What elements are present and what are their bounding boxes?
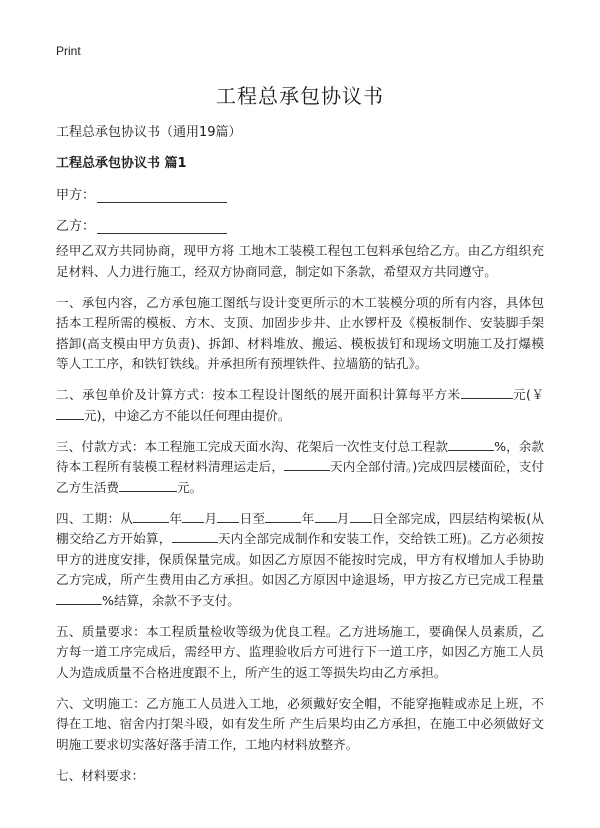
end-month-blank bbox=[315, 510, 337, 523]
clause-7-paragraph: 七、材料要求： bbox=[56, 767, 145, 783]
start-year-label: 年 bbox=[169, 510, 183, 526]
document-body bbox=[56, 241, 544, 797]
payment-days-blank bbox=[284, 458, 330, 471]
document-title: 工程总承包协议书 bbox=[216, 84, 384, 108]
end-year-blank bbox=[265, 510, 301, 523]
print-label[interactable]: Print bbox=[56, 44, 81, 58]
clause-3-text-2: %，余款待本工程所有装模工程材料清理运走后， bbox=[56, 438, 545, 474]
clause-4-text-1: 四、工期：从 bbox=[56, 510, 134, 526]
unit-price-amount-blank bbox=[56, 407, 84, 420]
clause-3-paragraph bbox=[56, 437, 544, 499]
clause-4-paragraph bbox=[56, 509, 544, 612]
clause-2-paragraph bbox=[56, 385, 544, 426]
end-day-blank bbox=[350, 510, 372, 523]
start-month-label: 月 bbox=[204, 510, 218, 526]
clause-4-text-4: %结算，余款不予支付。 bbox=[102, 592, 240, 608]
clause-4-text-3: 天内全部完成制作和安装工作，交给铁工班)。乙方必须按甲方的进度安排，保质保量完成。如因乙方原因不能按时完成，甲方有权增加人手协助乙方完成，所产生费用由乙方承担。如因乙方原因中途退场，甲方按乙方已完成工程量 bbox=[56, 531, 545, 587]
intro-paragraph: 经甲乙双方共同协商，现甲方将 工地木工装模工程包工包料承包给乙方。由乙方组织充足材料、人力进行施工，经双方协商同意，制定如下条款，希望双方共同遵守。 bbox=[56, 243, 544, 279]
clause-4-text-2: 日全部完成，四层结构梁板(从棚交给乙方开始算， bbox=[56, 510, 544, 546]
party-a-blank bbox=[97, 188, 227, 203]
payment-percent-blank bbox=[448, 438, 494, 451]
clause-6-paragraph: 六、文明施工：乙方施工人员进入工地，必须戴好安全帽，不能穿拖鞋或赤足上班，不得在工地、宿舍内打架斗殴，如有发生所 产生后果均由乙方承担，在施工中必须做好文明施工要求切实落好落手清工作，工地内材料放整齐。 bbox=[56, 695, 544, 752]
party-b-label: 乙方： bbox=[56, 219, 96, 234]
unit-price-blank bbox=[461, 386, 513, 399]
document-subtitle: 工程总承包协议书（通用19篇） bbox=[56, 125, 242, 140]
start-day-blank bbox=[217, 510, 239, 523]
clause-3-text-4: 元。 bbox=[176, 479, 203, 495]
party-a-row bbox=[56, 184, 227, 203]
clause-2-text-2: 元(￥ bbox=[512, 387, 544, 402]
party-a-label: 甲方： bbox=[56, 188, 96, 203]
end-year-label: 年 bbox=[301, 510, 315, 526]
clause-1-paragraph: 一、承包内容，乙方承包施工图纸与设计变更所示的木工装模分项的所有内容，具体包括本工程所需的模板、方木、支顶、加固步步井、止水锣杆及《模板制作、安装脚手架搭卸(高支模由甲方负责)、拆卸、材料堆放、搬运、模板拔钉和现场文明施工及打爆模等人工工序，和铁钉铁线。并承担所有预埋铁件、拉墙筋的钻孔》。 bbox=[56, 294, 544, 371]
slab-days-blank bbox=[172, 530, 218, 543]
party-b-blank bbox=[97, 219, 227, 234]
start-day-label: 日至 bbox=[239, 510, 266, 526]
clause-5-paragraph: 五、质量要求：本工程质量检收等级为优良工程。乙方进场施工，要确保人员素质，乙方每一道工序完成后，需经甲方、监理验收后方可进行下一道工序，如因乙方施工人员人为造成质量不合格进度跟不上，所产生的返工等损失均由乙方承担。 bbox=[56, 623, 544, 680]
section-heading: 工程总承包协议书 篇1 bbox=[56, 156, 187, 171]
start-year-blank bbox=[133, 510, 169, 523]
clause-3-text-1: 三、付款方式：本工程施工完成天面水沟、花架后一次性支付总工程款 bbox=[56, 438, 449, 454]
living-expense-blank bbox=[119, 479, 177, 492]
end-month-label: 月 bbox=[336, 510, 350, 526]
clause-3-text-3: 天内全部付清。)完成四层楼面砼，支付乙方生活费 bbox=[56, 459, 544, 495]
clause-2-text-1: 二、承包单价及计算方式：按本工程设计图纸的展开面积计算每平方米 bbox=[56, 387, 461, 402]
settlement-percent-blank bbox=[56, 592, 102, 605]
start-month-blank bbox=[182, 510, 204, 523]
clause-2-text-3: 元)，中途乙方不能以任何理由提价。 bbox=[84, 407, 291, 423]
party-b-row bbox=[56, 215, 227, 234]
